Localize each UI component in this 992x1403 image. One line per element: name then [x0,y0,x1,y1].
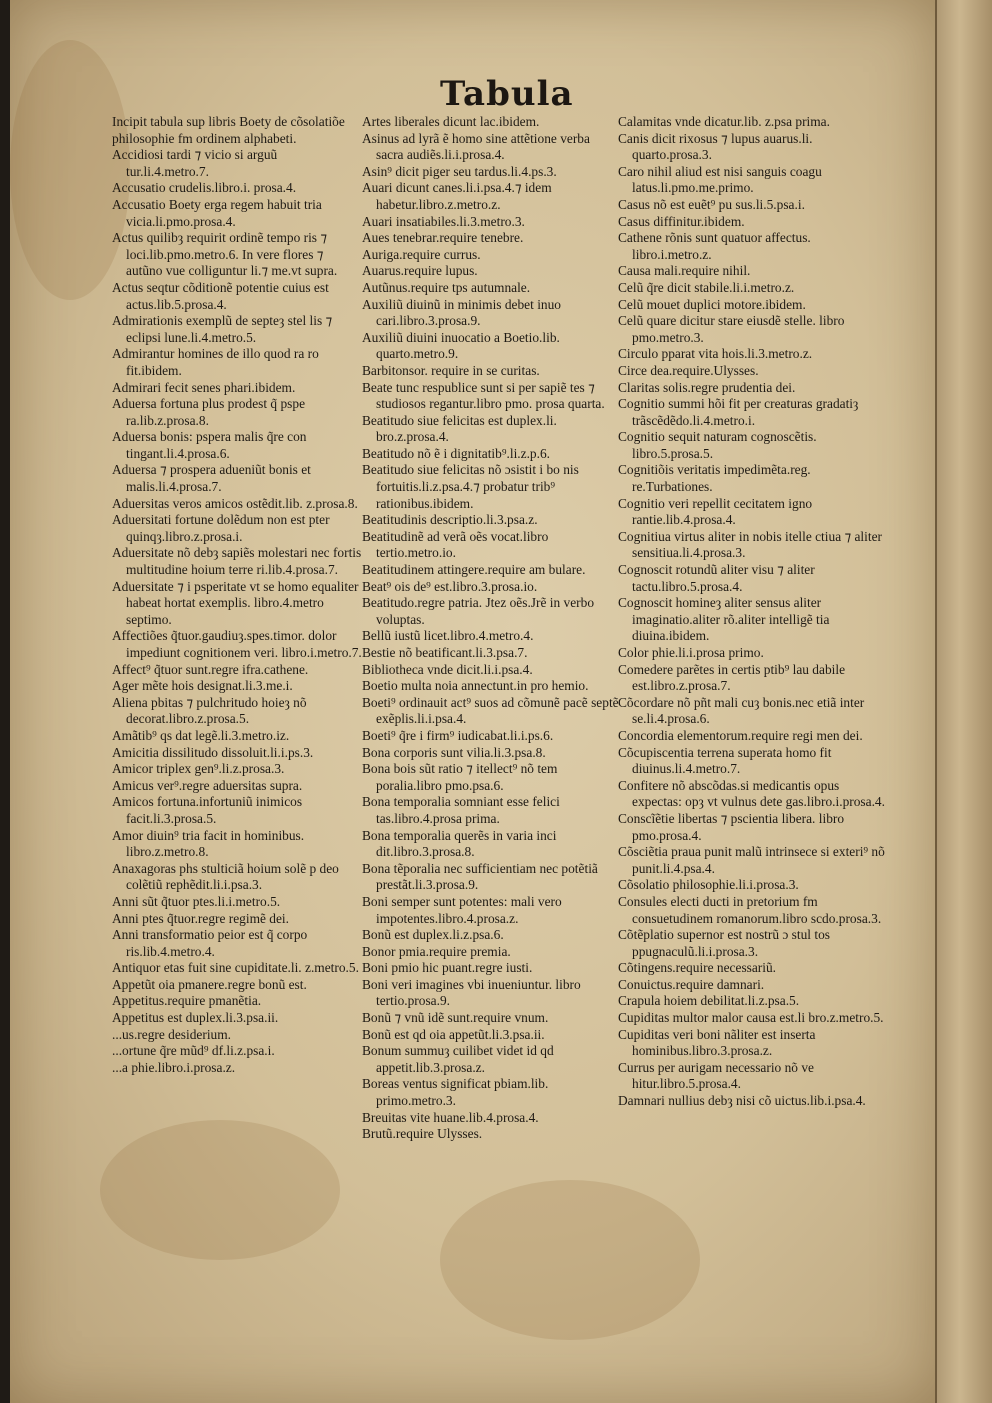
index-entry: Currus per aurigam necessario nõ ve hitur.libro.5.prosa.4. [618,1059,814,1092]
index-entry: ...a phie.libro.i.prosa.z. [112,1059,236,1075]
index-entry: Beatitudo nõ ẽ i dignitatib⁹.li.z.p.6. [362,445,551,461]
index-entry: ...us.regre desiderium. [112,1026,231,1042]
index-entry: Accusatio Boety erga regem habuit tria vicia.li.pmo.prosa.4. [112,196,322,229]
index-entry: Confitere nõ abscõdas.si medicantis opus expectas: opȝ vt vulnus dete gas.libro.i.prosa.4. [618,777,885,810]
index-entry: Bona temporalia querẽs in varia inci dit.libro.3.prosa.8. [362,827,557,860]
index-entry: Auari insatiabiles.li.3.metro.3. [362,213,525,229]
index-entry: Bonũ est duplex.li.z.psa.6. [362,927,504,943]
index-entry: Cognitio summi hõi fit per creaturas gradatiȝ trãscẽdẽdo.li.4.metro.i. [618,396,859,428]
index-entry: Cognitio sequit naturam cognoscẽtis. libro.5.prosa.5. [618,429,817,461]
index-entry: Amicitia dissilitudo dissoluit.li.i.ps.3. [112,744,314,760]
index-entry: Cõcupiscentia terrena superata homo fit diuinus.li.4.metro.7. [618,744,832,777]
index-entry: Beatitudinis descriptio.li.3.psa.z. [362,512,538,528]
index-entry: Anaxagoras phs stulticiã hoium solẽ p deo colẽtiũ rephẽdit.li.i.psa.3. [112,860,339,893]
index-entry: Concordia elementorum.require regi men dei. [618,727,863,743]
index-entry: Bonũ est qd oia appetũt.li.3.psa.ii. [362,1026,545,1042]
index-entry: Color phie.li.i.prosa primo. [618,645,764,660]
index-entry: Auari dicunt canes.li.i.psa.4.⁊ idem habetur.libro.z.metro.z. [362,180,552,212]
index-entry: Caro nihil aliud est nisi sanguis coagu latus.li.pmo.me.primo. [618,163,822,196]
index-entry: Bona corporis sunt vilia.li.3.psa.8. [362,744,546,760]
index-entry: Casus nõ est euẽt⁹ pu sus.li.5.psa.i. [618,196,805,212]
index-entry: Boni semper sunt potentes: mali vero impotentes.libro.4.prosa.z. [362,893,562,926]
index-entry: Beate tunc respublice sunt si per sapiẽ tes ⁊ studiosos regantur.libro pmo. prosa quarta. [362,379,605,412]
index-entry: Aduersa bonis: pspera malis q̃re con tingant.li.4.prosa.6. [112,429,307,461]
index-entry: Cognitiõis veritatis impedimẽta.reg. re.Turbationes. [618,462,811,495]
index-entry: Aduersitati fortune dolẽdum non est pter quinqȝ.libro.z.prosa.i. [112,512,330,544]
index-entry: Asin⁹ dicit piger seu tardus.li.4.ps.3. [362,163,557,179]
index-entry: Beatitudinẽ ad verã oẽs vocat.libro tertio.metro.io. [362,528,549,561]
index-entry: Beatitudinem attingere.require am bulare. [362,562,586,578]
index-entry: Anni sũt q̃tuor ptes.li.i.metro.5. [112,893,281,909]
index-entry: Cathene rõnis sunt quatuor affectus. libro.i.metro.z. [618,230,811,262]
index-entry: Auxiliũ diuinũ in minimis debet inuo cari.libro.3.prosa.9. [362,296,561,329]
index-column-2 [362,114,620,1143]
index-entry: Boeti⁹ q̃re i firm⁹ iudicabat.li.i.ps.6. [362,727,554,743]
index-entry: Boni veri imagines vbi inueniuntur. libro tertio.prosa.9. [362,976,581,1009]
index-entry: Cõtẽplatio supernor est nostrũ ɔ stul tos ppugnaculũ.li.i.prosa.3. [618,927,830,959]
index-column-1 [112,114,362,1076]
index-entry: Cõcordare nõ pñt mali cuȝ bonis.nec etiã inter se.li.4.prosa.6. [618,694,865,727]
index-entry: Barbitonsor. require in se curitas. [362,362,540,378]
index-entry: Amicor triplex gen⁹.li.z.prosa.3. [112,761,285,777]
index-entry: Ager mẽte hois designat.li.3.me.i. [112,678,293,694]
index-entry: Cõsciẽtia praua punit malũ intrinsece si exteri⁹ nõ punit.li.4.psa.4. [618,844,885,876]
index-entry: Celũ quare dicitur stare eiusdẽ stelle. libro pmo.metro.3. [618,313,845,345]
index-entry: Cognoscit homineȝ aliter sensus aliter imaginatio.aliter rõ.aliter intelligẽ tia diuina.ibidem. [618,595,830,644]
water-stain [440,1180,700,1340]
facing-page-edge [935,0,992,1403]
index-entry: Affectiões q̃tuor.gaudiuȝ.spes.timor. dolor impediunt cognitionem veri. libro.i.metro.7. [112,628,362,660]
index-entry: Artes liberales dicunt lac.ibidem. [362,114,540,129]
index-entry: Cognitiua virtus aliter in nobis itelle ctiua ⁊ aliter sensitiua.li.4.prosa.3. [618,528,882,561]
index-column-3 [618,114,888,1110]
index-entry: Incipit tabula sup libris Boety de cõsolatiõe philosophie fm ordinem alphabeti. [112,114,345,146]
index-entry: Admirari fecit senes phari.ibidem. [112,379,296,395]
index-entry: Calamitas vnde dicatur.lib. z.psa prima. [618,114,830,129]
page-title: Tabula [440,74,574,114]
index-entry: Beat⁹ ois de⁹ est.libro.3.prosa.io. [362,578,538,594]
index-entry: Boni pmio hic puant.regre iusti. [362,960,533,976]
water-stain [100,1120,340,1260]
index-entry: Canis dicit rixosus ⁊ lupus auarus.li. quarto.prosa.3. [618,130,813,163]
index-entry: Autũnus.require tps autumnale. [362,279,531,295]
index-entry: Affect⁹ q̃tuor sunt.regre ifra.cathene. [112,661,309,677]
index-entry: Beatitudo.regre patria. Jtez oẽs.Jrẽ in verbo voluptas. [362,595,595,627]
index-entry: Aduersitas veros amicos ostẽdit.lib. z.prosa.8. [112,495,358,511]
index-entry: Appetũt oia pmanere.regre bonũ est. [112,976,307,992]
index-entry: Auarus.require lupus. [362,263,478,279]
index-entry: Bonũ ⁊ vnũ idẽ sunt.require vnum. [362,1010,549,1026]
index-entry: Bonor pmia.require premia. [362,943,511,959]
index-entry: Conuictus.require damnari. [618,976,765,992]
index-entry: Causa mali.require nihil. [618,263,751,279]
index-entry: Cupiditas multor malor causa est.li bro.z.metro.5. [618,1010,884,1026]
index-entry: ...ortune q̃re mũd⁹ df.li.z.psa.i. [112,1043,275,1059]
index-entry: Celũ q̃re dicit stabile.li.i.metro.z. [618,279,795,295]
index-entry: Anni transformatio peior est q̃ corpo ris.lib.4.metro.4. [112,927,308,959]
index-entry: Bona temporalia somniant esse felici tas.libro.4.prosa prima. [362,794,560,826]
index-entry: Casus diffinitur.ibidem. [618,213,745,229]
index-entry: Breuitas vite huane.lib.4.prosa.4. [362,1109,539,1125]
index-entry: Claritas solis.regre prudentia dei. [618,379,796,395]
index-entry: Amicus ver⁹.regre aduersitas supra. [112,777,303,793]
index-entry: Boeti⁹ ordinauit act⁹ suos ad cõmunẽ pacẽ septẽ exẽplis.li.i.psa.4. [362,694,619,727]
index-entry: Bona bois sũt ratio ⁊ itellect⁹ nõ tem poralia.libro pmo.psa.6. [362,761,558,793]
index-entry: Aduersa ⁊ prospera adueniũt bonis et malis.li.4.prosa.7. [112,462,311,495]
index-entry: Brutũ.require Ulysses. [362,1126,483,1142]
index-entry: Admirantur homines de illo quod ra ro fit.ibidem. [112,346,319,378]
index-entry: Comedere parẽtes in certis ptib⁹ lau dabile est.libro.z.prosa.7. [618,661,846,694]
index-entry: Aduersa fortuna plus prodest q̃ pspe ra.lib.z.prosa.8. [112,396,306,428]
index-entry: Circulo pparat vita hois.li.3.metro.z. [618,346,813,362]
index-entry: Consules electi ducti in pretorium fm consuetudinem romanorum.libro scdo.prosa.3. [618,893,882,926]
index-entry: Antiquor etas fuit sine cupiditate.li. z.metro.5. [112,960,359,976]
index-entry: Aues tenebrar.require tenebre. [362,230,524,246]
index-entry: Bibliotheca vnde dicit.li.i.psa.4. [362,661,533,677]
index-entry: Actus seqtur cõditionẽ potentie cuius est actus.lib.5.prosa.4. [112,279,329,312]
index-entry: Auriga.require currus. [362,246,481,262]
index-entry: Appetitus.require pmanẽtia. [112,993,262,1009]
index-entry: Anni ptes q̃tuor.regre regimẽ dei. [112,910,290,926]
index-entry: Bestie nõ beatificant.li.3.psa.7. [362,645,528,660]
index-entry: Accidiosi tardi ⁊ vicio si arguũ tur.li.4.metro.7. [112,147,278,179]
index-entry: Admirationis exemplũ de septeȝ stel lis ⁊ eclipsi lune.li.4.metro.5. [112,313,333,345]
index-entry: Amicos fortuna.infortuniũ inimicos facit.li.3.prosa.5. [112,794,303,826]
index-entry: Damnari nullius debȝ nisi cõ uictus.lib.i.psa.4. [618,1093,866,1109]
index-entry: Boreas ventus significat pbiam.lib. primo.metro.3. [362,1076,549,1109]
index-entry: Aduersitate ⁊ i psperitate vt se homo equaliter habeat hortat exemplis. libro.4.metro septimo. [112,578,359,627]
index-entry: Cõtingens.require necessariũ. [618,960,777,976]
index-entry: Aliena pbitas ⁊ pulchritudo hoieȝ nõ decorat.libro.z.prosa.5. [112,694,307,727]
index-entry: Cupiditas veri boni nãliter est inserta hominibus.libro.3.prosa.z. [618,1026,816,1059]
index-entry: Amor diuin⁹ tria facit in hominibus. libro.z.metro.8. [112,827,305,860]
index-entry: Asinus ad lyrã ẽ homo sine attẽtione verba sacra audiẽs.li.i.prosa.4. [362,130,590,163]
index-entry: Beatitudo siue felicitas est duplex.li. bro.z.prosa.4. [362,412,557,445]
index-entry: Accusatio crudelis.libro.i. prosa.4. [112,180,297,196]
index-entry: Celũ mouet duplici motore.ibidem. [618,296,806,312]
index-entry: Beatitudo siue felicitas nõ ɔsistit i bo nis fortuitis.li.z.psa.4.⁊ probatur trib⁹ rationibus.ibidem. [362,462,579,511]
index-entry: Actus quilibȝ requirit ordinẽ tempo ris ⁊ loci.lib.pmo.metro.6. In vere flores ⁊ autũno vue colliguntur li.⁊ me.vt supra. [112,230,338,279]
index-entry: Appetitus est duplex.li.3.psa.ii. [112,1010,279,1026]
index-entry: Bona tẽporalia nec sufficientiam nec potẽtiã prestãt.li.3.prosa.9. [362,860,598,893]
index-entry: Crapula hoiem debilitat.li.z.psa.5. [618,993,800,1009]
index-entry: Auxiliũ diuini inuocatio a Boetio.lib. quarto.metro.9. [362,329,560,362]
index-entry: Aduersitate nõ debȝ sapiẽs molestari nec fortis multitudine hoium terre ri.lib.4.prosa.7. [112,545,362,578]
index-entry: Bonum summuȝ cuilibet videt id qd appetit.lib.3.prosa.z. [362,1043,554,1075]
index-entry: Amãtib⁹ qs dat legẽ.li.3.metro.iz. [112,727,290,743]
index-entry: Circe dea.require.Ulysses. [618,362,759,378]
index-entry: Conscĩẽtie libertas ⁊ pscientia libera. libro pmo.prosa.4. [618,810,845,843]
index-entry: Cõsolatio philosophie.li.i.prosa.3. [618,877,799,893]
index-entry: Cognoscit rotundũ aliter visu ⁊ aliter tactu.libro.5.prosa.4. [618,562,815,594]
index-entry: Boetio multa noia annectunt.in pro hemio. [362,678,589,694]
index-entry: Bellũ iustũ licet.libro.4.metro.4. [362,628,534,644]
index-entry: Cognitio veri repellit cecitatem igno rantie.lib.4.prosa.4. [618,495,813,528]
